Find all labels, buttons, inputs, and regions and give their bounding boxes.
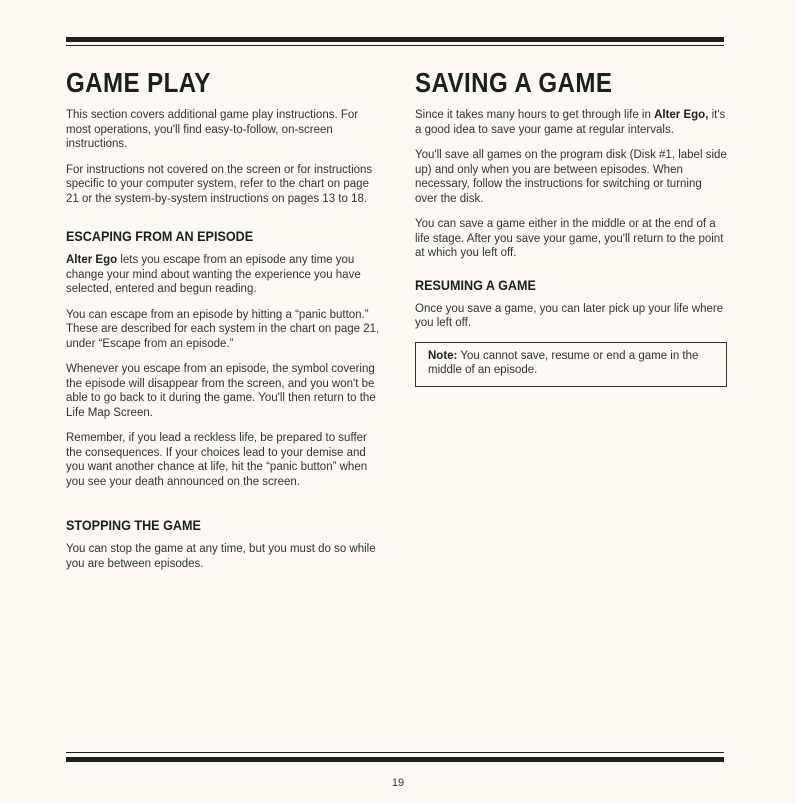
note-box xyxy=(415,342,727,387)
top-rule-thin xyxy=(66,45,724,46)
bottom-rule-thin xyxy=(66,752,724,753)
resuming-heading: RESUMING A GAME xyxy=(415,276,536,293)
page-number: 19 xyxy=(391,777,405,789)
resuming-paragraph: Once you save a game, you can later pick up your life where you left off. xyxy=(415,302,724,329)
escaping-paragraph-1 xyxy=(66,253,384,297)
saving-title: SAVING A GAME xyxy=(415,67,613,98)
top-rule-thick xyxy=(66,37,724,42)
escaping-paragraph-1-text: lets you escape from an episode any time you change your mind about wanting the experience you have selected, entered and begun reading. xyxy=(66,254,361,295)
left-column xyxy=(66,66,384,582)
stopping-heading: STOPPING THE GAME xyxy=(66,517,201,533)
escaping-paragraph-3: Whenever you escape from an episode, the symbol covering the episode will disappear from the screen, and you won't be able to go back to it during the game. You'll then return to the Life Map Screen. xyxy=(66,363,376,419)
saving-paragraph-1-pre: Since it takes many hours to get through life in xyxy=(415,109,655,121)
escaping-paragraph-2: You can escape from an episode by hitting a “panic button.” These are described for each system in the chart on page 21, under “Escape from an episode.” xyxy=(66,308,380,350)
stopping-paragraph: You can stop the game at any time, but you must do so while you are between episodes. xyxy=(66,543,376,570)
note-label: Note: xyxy=(428,349,458,362)
escaping-heading: ESCAPING FROM AN EPISODE xyxy=(66,228,254,244)
alter-ego-bold-right: Alter Ego, xyxy=(654,109,709,121)
bottom-rule-thick xyxy=(66,757,724,762)
note-text xyxy=(428,349,714,378)
alter-ego-bold: Alter Ego xyxy=(66,254,118,266)
intro-paragraph-2: For instructions not covered on the screen or for instructions specific to your computer system, refer to the chart on page 21 or the system-by-system instructions on pages 13 to 18. xyxy=(66,163,373,205)
right-column xyxy=(415,66,727,387)
saving-paragraph-2: You'll save all games on the program disk (Disk #1, label side up) and only when you are between episodes. When necessary, follow the instructions for switching or turning over the disk. xyxy=(415,149,727,205)
intro-paragraph-1: This section covers additional game play instructions. For most operations, you'll find easy-to-follow, on-screen instructions. xyxy=(66,109,359,150)
saving-paragraph-1-post: it's a good idea to save your game at regular intervals. xyxy=(415,109,726,136)
saving-paragraph-3: You can save a game either in the middle or at the end of a life stage. After you save your game, you'll return to the point at which you left off. xyxy=(415,218,724,259)
escaping-paragraph-4: Remember, if you lead a reckless life, be prepared to suffer the consequences. If your choices lead to your demise and you want another chance at life, hit the “panic button” when you see your death announced on the screen. xyxy=(66,432,368,488)
note-body: You cannot save, resume or end a game in the middle of an episode. xyxy=(428,349,699,376)
game-play-title: GAME PLAY xyxy=(66,67,211,98)
saving-paragraph-1 xyxy=(415,108,727,137)
